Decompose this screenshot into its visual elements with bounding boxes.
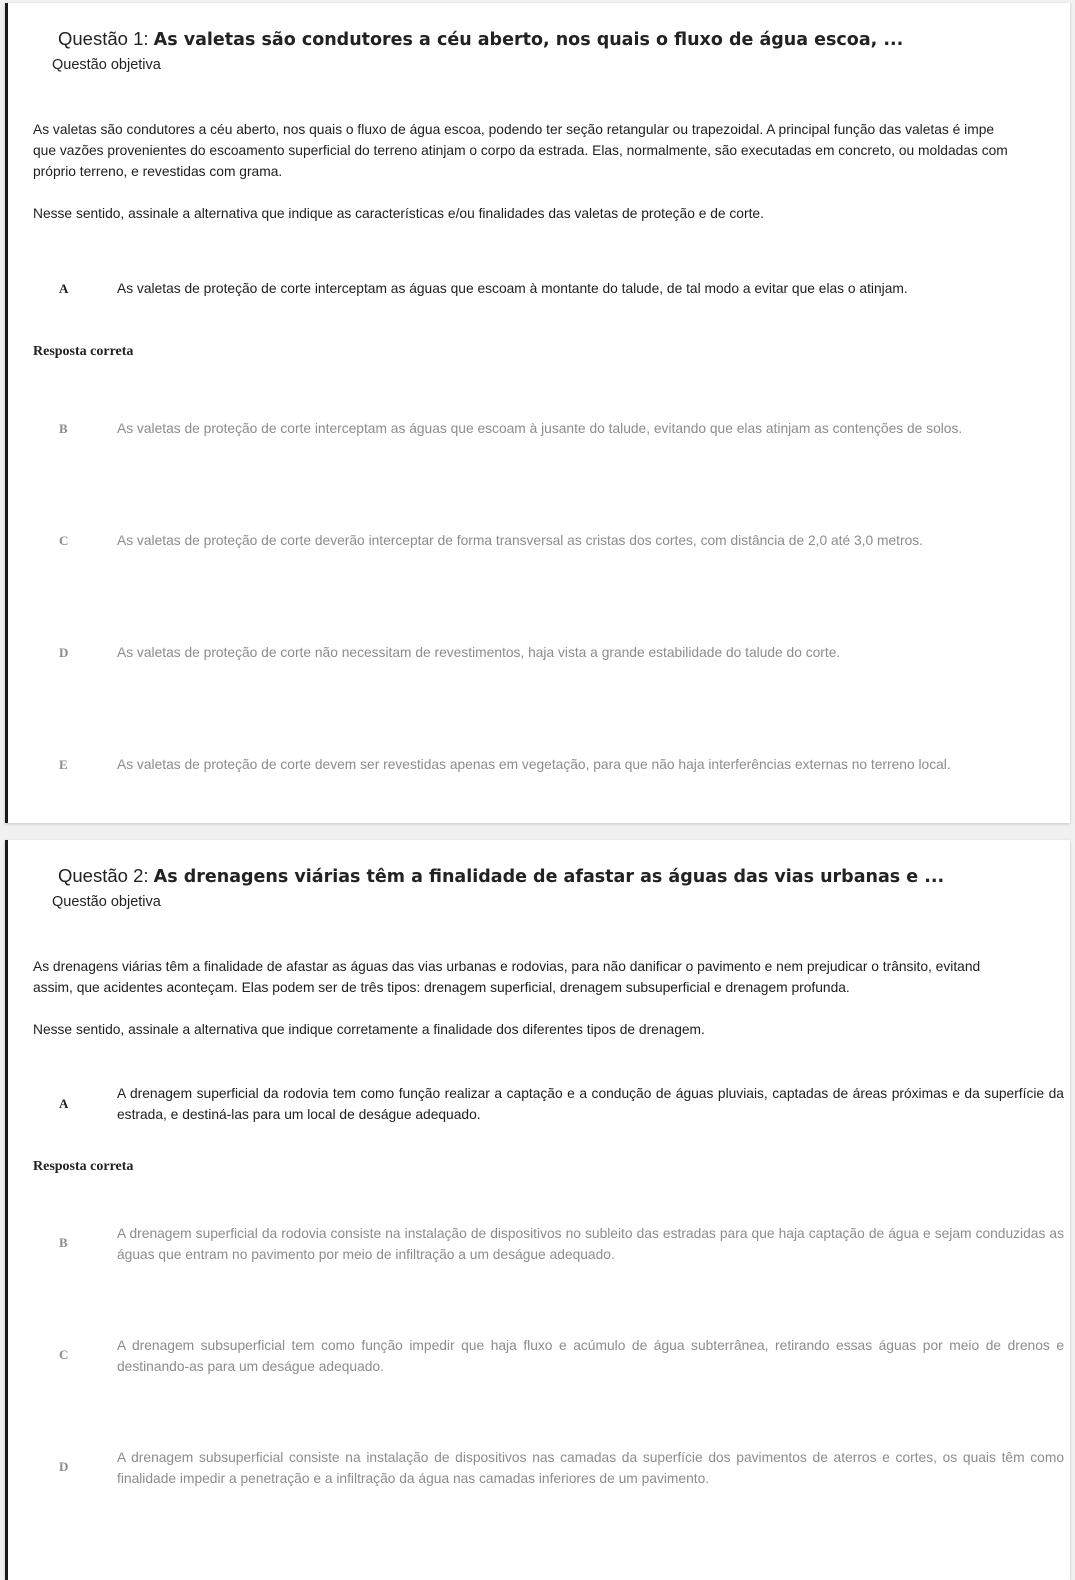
alternative-text: As valetas de proteção de corte não necessitam de revestimentos, haja vista a grande estabilidade do talude do corte. (117, 645, 841, 660)
alternative-text: A drenagem superficial da rodovia consiste na instalação de dispositivos no subleito das estradas para que haja captação de água e sejam conduzidas as águas que entram no pavimento por meio de infiltração a um deságue adequado. (117, 1226, 1064, 1262)
statement-line: próprio terreno, e revestidas com grama. (33, 164, 283, 179)
alternative-text: A drenagem subsuperficial consiste na instalação de dispositivos nas camadas da superfície dos pavimentos de aterros e cortes, os quais têm como finalidade impedir a penetração e a infiltração da água nas camadas inferiores de um pavimento. (117, 1450, 1064, 1486)
question-title-text: As valetas são condutores a céu aberto, nos quais o fluxo de água escoa, ... (153, 30, 904, 50)
alternative-text: As valetas de proteção de corte devem ser revestidas apenas em vegetação, para que não haja interferências externas no terreno local. (117, 757, 951, 772)
statement-line: As drenagens viárias têm a finalidade de afastar as águas das vias urbanas e rodovias, para não danificar o pavimento e nem prejudicar o trânsito, evitand (33, 959, 981, 974)
alternative-text: A drenagem superficial da rodovia tem como função realizar a captação e a condução de águas pluviais, captadas de áreas próximas e da superfície da estrada, e destiná-las para um local de deságue adequado. (117, 1086, 1064, 1122)
question-type: Questão objetiva (52, 57, 161, 73)
statement-line: As valetas são condutores a céu aberto, nos quais o fluxo de água escoa, podendo ter seção retangular ou trapezoidal. A principal função das valetas é impe (33, 122, 995, 137)
alternative-letter: B (59, 421, 68, 436)
alternative-text: As valetas de proteção de corte deverão interceptar de forma transversal as cristas dos cortes, com distância de 2,0 até 3,0 metros. (117, 533, 923, 548)
alternative-text: A drenagem subsuperficial tem como função impedir que haja fluxo e acúmulo de água subterrânea, retirando essas águas por meio de drenos e destinando-as para um deságue adequado. (117, 1338, 1064, 1374)
alternative-text: As valetas de proteção de corte interceptam as águas que escoam à montante do talude, de tal modo a evitar que elas o atinjam. (117, 281, 908, 296)
question-card-2 (5, 840, 1070, 1580)
correct-answer-label: Resposta correta (33, 344, 134, 359)
alternative-letter: E (59, 757, 68, 772)
question-title (58, 865, 944, 887)
correct-answer-label: Resposta correta (33, 1159, 134, 1174)
alternative-letter: C (59, 1347, 69, 1362)
question-number: Questão 2: (58, 865, 154, 886)
statement-line: assim, que acidentes aconteçam. Elas podem ser de três tipos: drenagem superficial, drenagem subsuperficial e drenagem profunda. (33, 980, 850, 995)
alternative-text: As valetas de proteção de corte interceptam as águas que escoam à jusante do talude, evitando que elas atinjam as contenções de solos. (117, 421, 963, 436)
alternative-letter: B (59, 1235, 68, 1250)
question-type: Questão objetiva (52, 894, 161, 910)
question-prompt: Nesse sentido, assinale a alternativa que indique as características e/ou finalidades das valetas de proteção e de corte. (33, 206, 764, 221)
alternative-letter: A (59, 1096, 69, 1111)
statement-line: que vazões provenientes do escoamento superficial do terreno atinjam o corpo da estrada. Elas, normalmente, são executadas em concreto, ou moldadas com (33, 143, 1008, 158)
question-prompt: Nesse sentido, assinale a alternativa que indique corretamente a finalidade dos diferentes tipos de drenagem. (33, 1022, 705, 1037)
alternative-letter: D (59, 1459, 69, 1474)
question-title (58, 28, 903, 50)
question-title-text: As drenagens viárias têm a finalidade de afastar as águas das vias urbanas e ... (153, 867, 945, 887)
question-card-1 (5, 3, 1070, 823)
alternative-letter: D (59, 645, 69, 660)
alternative-letter: A (59, 281, 69, 296)
alternative-letter: C (59, 533, 69, 548)
question-number: Questão 1: (58, 28, 154, 49)
